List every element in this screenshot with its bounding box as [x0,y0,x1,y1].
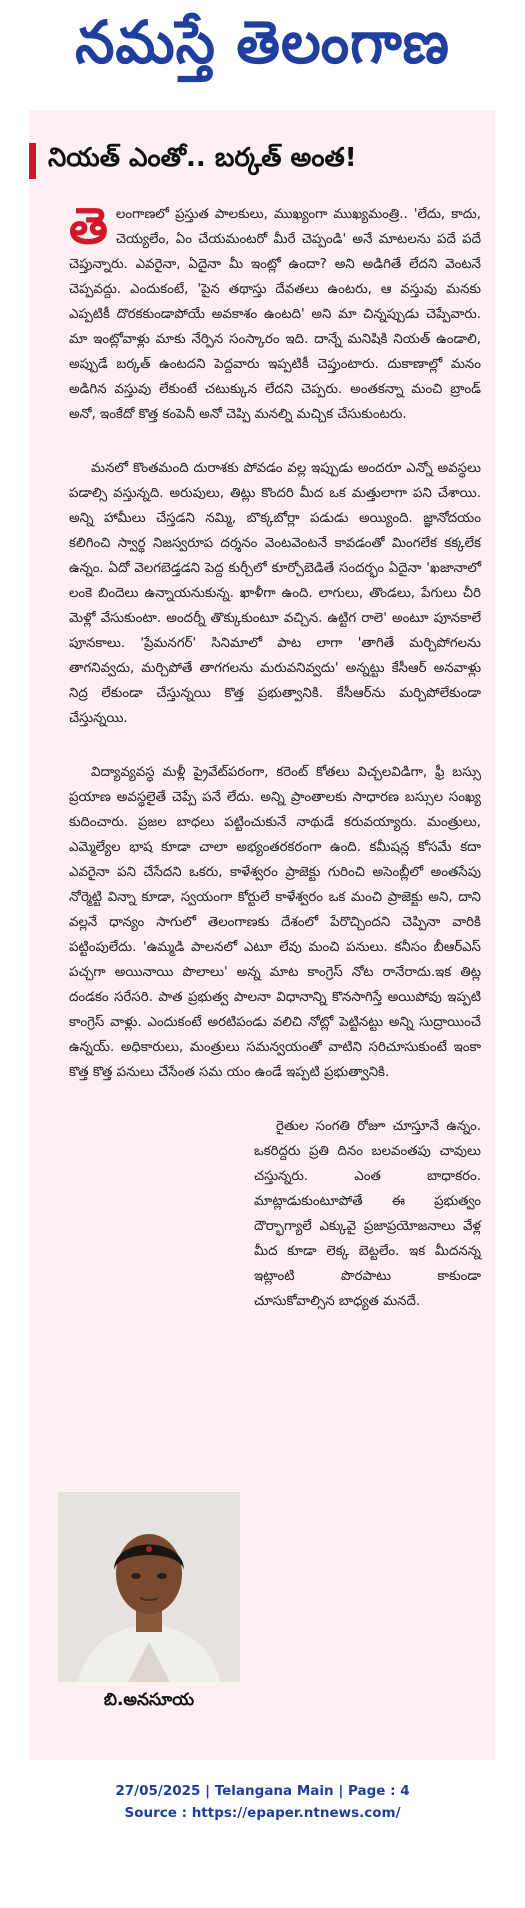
drop-cap: తె [69,197,108,255]
portrait-image [58,1492,240,1682]
footer [0,1780,525,1824]
paragraph-1-text: లంగాణలో ప్రస్తుత పాలకులు, ముఖ్యంగా ముఖ్యమంత్రి.. 'లేదు, కాదు, చెయ్యలేం, ఏం చేయమంటరో మీరే చెప్పండి' అనే మాటలను పదే పదే చెప్తున్నారు. ఎవరైనా, ఏదైనా మీ ఇంట్లో ఉందా? అని అడిగితే లేదని వెంటనే చెప్పవద్దు. ఎందుకంటే, 'పైన తథాస్తు దేవతలు ఉంటరు, ఆ వస్తువు మనకు ఎప్పటికీ దొరకకుండాపోయే అవకాశం ఉంటది' అని మా చిన్నప్పుడు చెప్పేవారు. మా ఇంట్లోవాళ్లు మాకు నేర్పిన సంస్కారం ఇది. దాన్నే మనిషికి నియత్ ఉండాలి, అప్పుడే బర్కత్ ఉంటదని పెద్దవారు ఇప్పటికీ చెప్తుంటారు. దుకాణాల్లో మనం అడిగిన వస్తువు లేకుంటే చటుక్కున లేదని చెప్పరు. అంతకన్నా మంచి బ్రాండ్ అనో, ఇంకేదో కొత్త కంపెనీ అనో చెప్పి మనల్ని మచ్చిక చేసుకుంటరు. [69,207,481,422]
author-caption: బి.అనసూయ [103,1690,195,1710]
headline [29,142,357,180]
headline-text: నియత్ ఎంతో.. బర్కత్ అంత! [48,143,357,173]
paragraph-3: విద్యావ్యవస్థ మళ్లీ ప్రైవేట్‌పరంగా, కరెంట్ కోతలు విచ్చలవిడిగా, ఫ్రీ బస్సు ప్రయాణ అవస్థలైతే చెప్పే పనే లేదు. అన్ని ప్రాంతాలకు సాధారణ బస్సుల సంఖ్య కుదించారు. ప్రజల బాధలు పట్టించుకునే నాథుడే కరువయ్యారు. మంత్రులు, ఎమ్మెల్యేల భాష కూడా చాలా అభ్యంతరకరంగా ఉంది. కమీషన్ల కోసమే కదా ఎవరైనా పని చేసేదని ఒకరు, కాళేశ్వరం ప్రాజెక్టు గురించి అసెంబ్లీలో అంతసేపు నోర్మెట్టి విన్నా కూడా, స్వయంగా కోర్టులే కాళేశ్వరం ఒక మంచి ప్రాజెక్టు అని, దాని వల్లనే ధాన్యం సాగులో తెలంగాణకు దేశంలో పేరొచ్చిందని చెప్పినా వారికి పట్టింపులేదు. 'ఉమ్మడి పాలనలో ఎటూ లేవు మంచి పనులు. కనీసం బీఆర్ఎస్ పచ్చగా అయినాయి పొలాలు' అన్న మాట కాంగ్రెస్ నోట రానేరాదు.ఇక తిట్ల దండకం సరేసరి. పాత ప్రభుత్వ పాలనా విధానాన్ని కొనసాగిస్తే అయిపోవు ఇప్పటి కాంగ్రెస్ వాళ్లు. ఎందుకంటే అరటిపండు వలిచి నోట్లో పెట్టినట్టు అన్ని సుద్రాయించే ఉన్నయ్. అధికారులు, మంత్రులు సమన్వయంతో వాటిని సరిచూసుకుంటే ఇంకా కొత్త కొత్త పనులు చేసేంత సమ యం ఉండే ఇప్పటి ప్రభుత్వానికి. [69,765,481,1080]
masthead [0,0,525,100]
footer-date-line: 27/05/2025 | Telangana Main | Page : 4 [115,1783,410,1799]
author-photo-block [58,1492,240,1730]
headline-accent-bar [29,143,36,179]
article [29,110,495,1760]
footer-source-line: Source : https://epaper.ntnews.com/ [124,1805,401,1821]
paragraph-4: రైతుల సంగతి రోజూ చూస్తూనే ఉన్నం. ఒకరిద్దరు ప్రతి దినం బలవంతపు చావులు చస్తున్నరు. ఎంత బాధాకరం. మాట్లాడుకుంటూపోతే ఈ ప్రభుత్వం దౌర్భాగ్యాలే ఎక్కువై ప్రజాప్రయోజనాలు వేళ్ల మీద కూడా లెక్క బెట్టలేం. ఇక మీదనన్న ఇట్లాంటి పొరపాటు కాకుండా చూసుకోవాల్సిన బాధ్యత మనదే. [254,1119,481,1309]
paragraph-1 [69,197,481,427]
paragraph-2: మనలో కొంతమంది దురాశకు పోవడం వల్ల ఇప్పుడు అందరూ ఎన్నో అవస్థలు పడాల్సి వస్తున్నది. అరుపులు, తిట్లు కొందరి మీద ఒక మత్తులాగా పని చేశాయి. అన్ని హామీలు చేస్తడని నమ్మి, బొక్కబోర్లా పడుడు అయ్యింది. జ్ఞానోదయం కలిగించి స్వార్థ నిజస్వరూప దర్శనం వెంటవెంటనే కావడంతో మింగలేక కక్కలేక ఉన్నం. ఏదో వెలగబెడ్తడని పెద్ద కుర్చీలో కూర్చోబెడితే సందర్భం ఏదైనా 'ఖజానాలో లంకె బిందెలు ఉన్నాయనుకున్న. ఖాళీగా ఉంది. లాగులు, తొండలు, పేగులు చీరి మెళ్లో వేసుకుంటా. అందర్నీ తొక్కుకుంటూ వచ్చిన. ఉట్టిగ రాలె' అంటూ పూనకాలే పూనకాలు. 'ప్రేమనగర్' సినిమాలో పాట లాగా 'తాగితే మర్చిపోగలను తాగనివ్వదు, మర్చిపోతే తాగగలను మరువనివ్వదు' అన్నట్టు కేసీఆర్ అనవాళ్లు నిద్ర లేకుండా చేస్తున్నయి కొత్త ప్రభుత్వానికి. కేసీఆర్‌ను మర్చిపోలేకుండా చేస్తున్నయి. [69,461,481,726]
author-photo [58,1492,240,1682]
masthead-title: నమస్తే తెలంగాణ [75,8,450,77]
article-body [69,197,481,1343]
